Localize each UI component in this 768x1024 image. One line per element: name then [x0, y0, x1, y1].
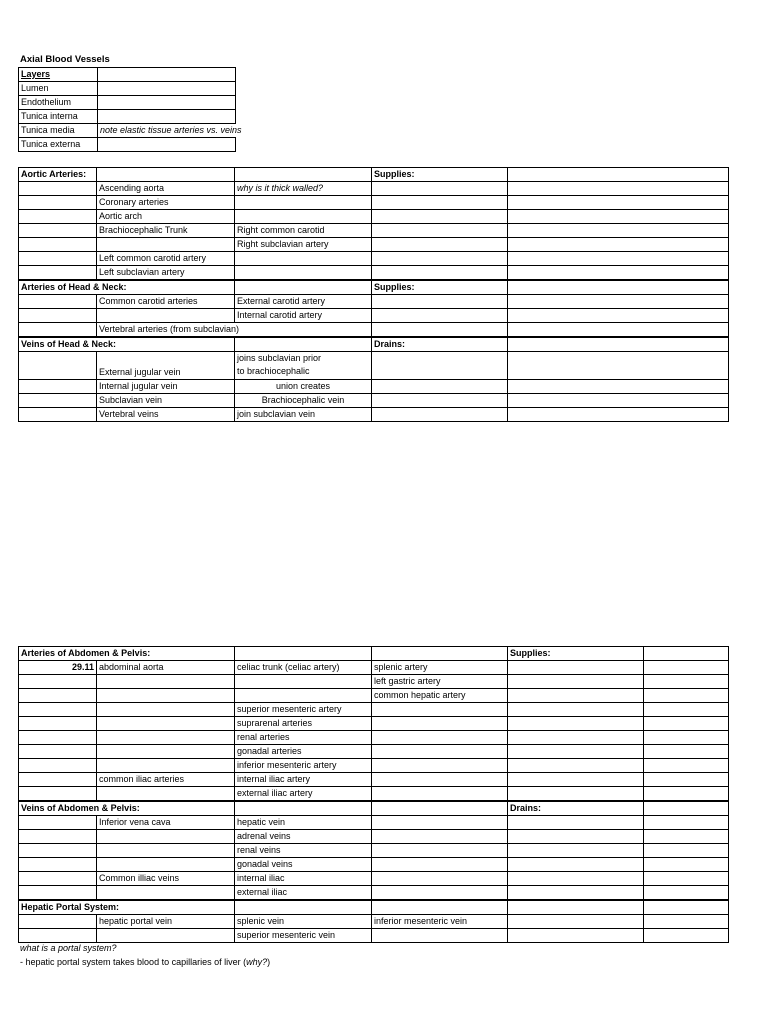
table-row: [19, 717, 729, 731]
vessel-branch: external iliac artery: [235, 787, 372, 802]
table-row: [19, 703, 729, 717]
vessel-note: joins subclavian prior: [237, 353, 322, 363]
table-row: [19, 801, 729, 816]
table-cell: [372, 717, 508, 731]
table-cell: [97, 731, 235, 745]
aortic-arteries-header: Aortic Arteries:: [19, 168, 97, 182]
table-cell: [19, 745, 97, 759]
table-row: [19, 929, 729, 943]
vessel-name: Left common carotid artery: [97, 252, 235, 266]
table-cell: [508, 844, 644, 858]
table-cell: [508, 773, 644, 787]
vessel-branch: superior mesenteric vein: [235, 929, 372, 943]
table-cell: [235, 801, 372, 816]
drains-header: Drains:: [372, 337, 508, 352]
table-cell: [508, 394, 729, 408]
vessel-branch: internal iliac artery: [235, 773, 372, 787]
table-cell: [508, 323, 729, 338]
table-cell: [372, 309, 508, 323]
table-row: [19, 872, 729, 886]
layer-name: Tunica externa: [19, 138, 98, 152]
table-cell: [19, 252, 97, 266]
table-cell: [644, 731, 729, 745]
vessel-name: Left subclavian artery: [97, 266, 235, 281]
table-cell: [19, 717, 97, 731]
table-row: [19, 731, 729, 745]
table-cell: [19, 844, 97, 858]
table-cell: [508, 295, 729, 309]
table-cell: [508, 309, 729, 323]
vessel-name: common iliac arteries: [97, 773, 235, 787]
supplies-header: Supplies:: [372, 168, 508, 182]
portal-answer-close: ): [267, 957, 271, 967]
table-cell: [644, 759, 729, 773]
table-cell: [19, 703, 97, 717]
table-cell: [98, 96, 236, 110]
table-cell: [97, 858, 235, 872]
table-cell: [19, 238, 97, 252]
table-cell: [98, 68, 236, 82]
table-cell: [644, 689, 729, 703]
table-cell: [508, 210, 729, 224]
table-cell: [19, 830, 97, 844]
vessel-subbranch: left gastric artery: [372, 675, 508, 689]
table-row: [19, 394, 729, 408]
abdomen-arteries-header: Arteries of Abdomen & Pelvis:: [19, 647, 235, 661]
table-cell: [19, 886, 97, 901]
table-cell: [644, 844, 729, 858]
table-row: [19, 675, 729, 689]
table-cell: [19, 675, 97, 689]
table-cell: [372, 196, 508, 210]
table-cell: [97, 309, 235, 323]
table-cell: [97, 759, 235, 773]
vessel-note-cell: [235, 352, 372, 380]
table-cell: [372, 238, 508, 252]
vessel-subbranch: splenic artery: [372, 661, 508, 675]
table-cell: [235, 168, 372, 182]
table-cell: [98, 82, 236, 96]
table-cell: [372, 759, 508, 773]
table-cell: [372, 731, 508, 745]
table-cell: [235, 280, 372, 295]
table-row: [19, 844, 729, 858]
table-cell: [508, 675, 644, 689]
figure-ref: 29.11: [19, 661, 97, 675]
vessel-name: Common carotid arteries: [97, 295, 235, 309]
table-cell: [644, 675, 729, 689]
table-row: [19, 182, 729, 196]
table-cell: [508, 168, 729, 182]
table-cell: [97, 675, 235, 689]
table-cell: [97, 787, 235, 802]
table-row: [19, 238, 729, 252]
vessel-branch: gonadal arteries: [235, 745, 372, 759]
table-row: [19, 647, 729, 661]
table-cell: [372, 408, 508, 422]
vessel-branch: superior mesenteric artery: [235, 703, 372, 717]
table-cell: [235, 210, 372, 224]
table-cell: [19, 266, 97, 281]
vessel-subbranch: common hepatic artery: [372, 689, 508, 703]
table-row: [19, 915, 729, 929]
table-cell: [508, 717, 644, 731]
table-row: [19, 124, 236, 138]
table-cell: [372, 352, 508, 380]
table-cell: [372, 252, 508, 266]
table-cell: [19, 210, 97, 224]
table-cell: [97, 703, 235, 717]
table-cell: [19, 224, 97, 238]
table-cell: [19, 858, 97, 872]
table-cell: [508, 280, 729, 295]
table-cell: [372, 816, 508, 830]
table-cell: [19, 196, 97, 210]
vessel-name: External jugular vein: [97, 352, 235, 380]
supplies-header: Supplies:: [508, 647, 644, 661]
table-cell: [644, 816, 729, 830]
table-cell: [508, 872, 644, 886]
table-cell: [19, 816, 97, 830]
portal-answer: [20, 957, 270, 967]
table-cell: [508, 830, 644, 844]
table-cell: [508, 661, 644, 675]
table-cell: [19, 182, 97, 196]
table-row: [19, 689, 729, 703]
table-row: [19, 816, 729, 830]
table-cell: [508, 745, 644, 759]
table-cell: [508, 352, 729, 380]
table-cell: [508, 900, 644, 915]
page-title: Axial Blood Vessels: [20, 54, 110, 65]
head-neck-arteries-header: Arteries of Head & Neck:: [19, 280, 97, 295]
table-cell: [644, 929, 729, 943]
head-neck-table: [18, 167, 729, 422]
table-cell: [644, 915, 729, 929]
table-cell: [235, 900, 372, 915]
vessel-branch: adrenal veins: [235, 830, 372, 844]
table-cell: [19, 731, 97, 745]
table-cell: [372, 929, 508, 943]
vessel-name: Brachiocephalic Trunk: [97, 224, 235, 238]
table-row: [19, 224, 729, 238]
table-cell: [19, 929, 97, 943]
vessel-branch: renal veins: [235, 844, 372, 858]
table-cell: [508, 915, 644, 929]
table-cell: [372, 900, 508, 915]
table-cell: [644, 886, 729, 901]
table-cell: [19, 872, 97, 886]
table-cell: [508, 380, 729, 394]
table-cell: [508, 252, 729, 266]
table-row: [19, 773, 729, 787]
vessel-branch: external iliac: [235, 886, 372, 901]
vessel-name: Aortic arch: [97, 210, 235, 224]
portal-question: what is a portal system?: [20, 943, 117, 953]
table-cell: [644, 830, 729, 844]
table-row: [19, 323, 729, 338]
abdomen-pelvis-table: [18, 646, 729, 943]
table-cell: [644, 647, 729, 661]
table-cell: [97, 830, 235, 844]
vessel-branch: splenic vein: [235, 915, 372, 929]
vessel-name: Ascending aorta: [97, 182, 235, 196]
table-row: [19, 900, 729, 915]
table-cell: [644, 801, 729, 816]
table-cell: [644, 858, 729, 872]
table-cell: [98, 110, 236, 124]
table-cell: [372, 787, 508, 802]
table-cell: [97, 745, 235, 759]
vessel-branch: Internal carotid artery: [235, 309, 372, 323]
table-cell: [644, 787, 729, 802]
table-cell: [372, 182, 508, 196]
vessel-branch: gonadal veins: [235, 858, 372, 872]
table-cell: [508, 787, 644, 802]
supplies-header: Supplies:: [372, 280, 508, 295]
vessel-branch: External carotid artery: [235, 295, 372, 309]
table-cell: [235, 266, 372, 281]
table-cell: [508, 703, 644, 717]
layers-table: [18, 67, 242, 152]
table-cell: [372, 266, 508, 281]
layers-header: Layers: [19, 68, 98, 82]
table-row: [19, 96, 236, 110]
table-row: [19, 110, 236, 124]
table-cell: [19, 323, 97, 338]
table-cell: [372, 380, 508, 394]
table-row: [19, 168, 729, 182]
table-row: [19, 352, 729, 380]
table-cell: [19, 394, 97, 408]
vessel-name: Common illiac veins: [97, 872, 235, 886]
table-cell: [508, 224, 729, 238]
table-cell: [372, 703, 508, 717]
vessel-note: join subclavian vein: [235, 408, 372, 422]
table-row: [19, 309, 729, 323]
table-cell: [97, 929, 235, 943]
layer-name: Tunica media: [19, 124, 98, 138]
vessel-name: Inferior vena cava: [97, 816, 235, 830]
table-cell: [372, 210, 508, 224]
table-cell: [97, 689, 235, 703]
table-cell: [98, 138, 236, 152]
table-cell: [97, 238, 235, 252]
table-cell: [372, 394, 508, 408]
table-cell: [508, 886, 644, 901]
table-cell: [97, 337, 235, 352]
table-cell: [644, 717, 729, 731]
table-cell: [372, 773, 508, 787]
table-row: [19, 337, 729, 352]
vessel-note: why is it thick walled?: [235, 182, 372, 196]
portal-answer-text: - hepatic portal system takes blood to capillaries of liver (: [20, 957, 247, 967]
vessel-note: Brachiocephalic vein: [235, 394, 372, 408]
table-cell: [372, 323, 508, 338]
table-row: [19, 787, 729, 802]
table-cell: [508, 759, 644, 773]
table-cell: [235, 337, 372, 352]
table-cell: [508, 858, 644, 872]
table-row: [19, 858, 729, 872]
vessel-name: hepatic portal vein: [97, 915, 235, 929]
layer-name: Lumen: [19, 82, 98, 96]
layer-note: note elastic tissue arteries vs. veins: [98, 124, 236, 138]
table-cell: [508, 337, 729, 352]
table-cell: [644, 773, 729, 787]
table-cell: [508, 196, 729, 210]
table-cell: [97, 168, 235, 182]
abdomen-veins-header: Veins of Abdomen & Pelvis:: [19, 801, 235, 816]
table-cell: [372, 801, 508, 816]
table-row: [19, 830, 729, 844]
vessel-branch: hepatic vein: [235, 816, 372, 830]
table-cell: [19, 787, 97, 802]
table-cell: [19, 915, 97, 929]
table-row: [19, 745, 729, 759]
table-cell: [235, 675, 372, 689]
table-cell: [235, 252, 372, 266]
table-cell: [372, 224, 508, 238]
vessel-branch: Right common carotid: [235, 224, 372, 238]
table-row: [19, 82, 236, 96]
table-cell: [644, 661, 729, 675]
table-cell: [508, 182, 729, 196]
table-cell: [372, 295, 508, 309]
table-cell: [508, 689, 644, 703]
table-row: [19, 266, 729, 281]
vessel-name: Internal jugular vein: [97, 380, 235, 394]
table-cell: [19, 295, 97, 309]
vessel-branch: Right subclavian artery: [235, 238, 372, 252]
table-cell: [508, 816, 644, 830]
table-cell: [19, 380, 97, 394]
table-cell: [508, 238, 729, 252]
vessel-branch: inferior mesenteric artery: [235, 759, 372, 773]
table-cell: [508, 929, 644, 943]
table-row: [19, 210, 729, 224]
table-cell: [19, 689, 97, 703]
vessel-branch: internal iliac: [235, 872, 372, 886]
vessel-name: Coronary arteries: [97, 196, 235, 210]
vessel-name: abdominal aorta: [97, 661, 235, 675]
vessel-subbranch: inferior mesenteric vein: [372, 915, 508, 929]
table-cell: [508, 731, 644, 745]
table-cell: [644, 872, 729, 886]
table-cell: [372, 886, 508, 901]
vessel-name: Vertebral veins: [97, 408, 235, 422]
table-cell: [508, 408, 729, 422]
table-cell: [97, 717, 235, 731]
table-cell: [19, 408, 97, 422]
table-row: [19, 661, 729, 675]
vessel-name: Subclavian vein: [97, 394, 235, 408]
head-neck-veins-header: Veins of Head & Neck:: [19, 337, 97, 352]
table-cell: [19, 773, 97, 787]
vessel-note: to brachiocephalic: [237, 366, 310, 376]
table-row: [19, 380, 729, 394]
table-cell: [97, 886, 235, 901]
table-cell: [644, 703, 729, 717]
vessel-note: union creates: [235, 380, 372, 394]
table-cell: [235, 196, 372, 210]
table-cell: [19, 309, 97, 323]
portal-answer-why: why?: [246, 957, 268, 967]
table-cell: [644, 900, 729, 915]
table-cell: [97, 844, 235, 858]
table-cell: [644, 745, 729, 759]
table-cell: [235, 689, 372, 703]
table-row: [19, 759, 729, 773]
table-cell: [372, 745, 508, 759]
table-row: [19, 68, 236, 82]
table-cell: [372, 830, 508, 844]
layer-name: Endothelium: [19, 96, 98, 110]
table-row: [19, 280, 729, 295]
table-cell: [19, 759, 97, 773]
table-row: [19, 196, 729, 210]
table-cell: [372, 647, 508, 661]
hepatic-portal-header: Hepatic Portal System:: [19, 900, 235, 915]
table-row: [19, 138, 236, 152]
table-cell: [235, 323, 372, 338]
table-row: [19, 252, 729, 266]
table-row: [19, 295, 729, 309]
table-cell: [508, 266, 729, 281]
vessel-branch: suprarenal arteries: [235, 717, 372, 731]
table-cell: [235, 647, 372, 661]
layer-name: Tunica interna: [19, 110, 98, 124]
vessel-branch: celiac trunk (celiac artery): [235, 661, 372, 675]
table-cell: [372, 872, 508, 886]
vessel-name: Vertebral arteries (from subclavian): [97, 323, 235, 338]
table-row: [19, 886, 729, 901]
table-row: [19, 408, 729, 422]
table-cell: [19, 352, 97, 380]
drains-header: Drains:: [508, 801, 644, 816]
table-cell: [372, 858, 508, 872]
vessel-branch: renal arteries: [235, 731, 372, 745]
table-cell: [372, 844, 508, 858]
